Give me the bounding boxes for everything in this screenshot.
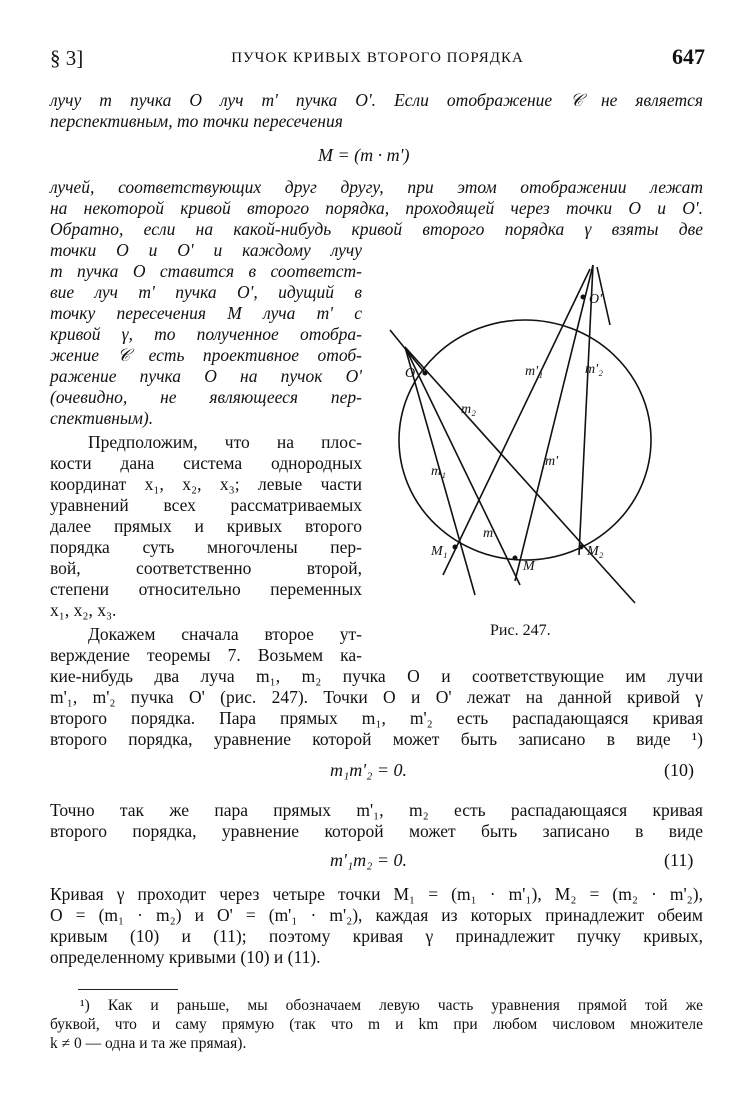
label-M2: M₂ (587, 544, 604, 559)
text-line: координат x₁, x₂, x₃; левые части (50, 474, 362, 494)
chapter-title: ПУЧОК КРИВЫХ ВТОРОГО ПОРЯДКА (231, 50, 524, 66)
text-line: ражение пучка O на пучок O' (50, 366, 362, 386)
figure-caption: Рис. 247. (490, 622, 551, 639)
side-paragraph (50, 240, 362, 429)
second-pair-paragraph (50, 800, 703, 842)
text-line: уравнений всех рассматриваемых (50, 495, 362, 515)
equation-11: m'₁m₂ = 0. (330, 850, 408, 870)
text-line: кривой γ, то полученное отобра- (50, 324, 362, 344)
text-line: второго порядка. Пара прямых m₁, m'₂ есть распадающаяся кривая (50, 708, 703, 728)
running-header (50, 44, 705, 74)
text-line: точку пересечения M луча m' с (50, 303, 362, 323)
text-line: Точно так же пара прямых m'₁, m₂ есть распадающаяся кривая (50, 800, 703, 820)
label-m2: m₂ (461, 402, 476, 417)
text-line: кие-нибудь два луча m₁, m₂ пучка O и соответствующие им лучи (50, 666, 703, 686)
text-line: Докажем сначала второе ут- (88, 624, 362, 644)
text-line: кости дана система однородных (50, 453, 362, 473)
point-M1 (453, 545, 458, 550)
footnote-divider (78, 989, 178, 990)
text-line: жение 𝒞 есть проективное отоб- (50, 345, 362, 365)
text-line: степени относительно переменных (50, 579, 362, 599)
line-m2-prime (579, 265, 593, 555)
equation-M: M = (m · m') (318, 145, 410, 165)
text-line: второго порядка, уравнение которой может быть записано в виде ¹) (50, 729, 703, 749)
text-line: кривым (10) и (11); поэтому кривая γ принадлежит пучку кривых, (50, 926, 703, 946)
label-M: M (523, 559, 535, 574)
text-line: второго порядка, уравнение которой может быть записано в виде (50, 821, 703, 841)
text-line: на некоторой кривой второго порядка, проходящей через точки O и O'. (50, 198, 703, 218)
label-M1: M₁ (431, 544, 448, 559)
point-O-prime (581, 295, 586, 300)
text-line: порядка суть многочлены пер- (50, 537, 362, 557)
text-line: Предположим, что на плос- (88, 432, 362, 452)
text-line: (очевидно, не являющееся пер- (50, 387, 362, 407)
footnote (50, 996, 703, 1053)
text-line: буквой, что и саму прямую (так что m и km при любом числовом множителе (50, 1016, 703, 1033)
label-m1-prime: m'₁ (525, 364, 543, 379)
text-line: точки O и O' и каждому лучу (50, 240, 362, 260)
line-m-prime (515, 265, 593, 581)
converse-paragraph (50, 177, 703, 240)
text-line: определенному кривыми (10) и (11). (50, 947, 321, 967)
section-number: § 3] (50, 46, 84, 70)
text-line: перспективным, то точки пересечения (50, 111, 343, 131)
label-m-prime: m' (545, 454, 559, 469)
conic-gamma (399, 320, 651, 560)
text-line: вой, соответственно второй, (50, 558, 362, 578)
text-line: Кривая γ проходит через четыре точки M₁ = (m₁ · m'₁), M₂ = (m₂ · m'₂), (50, 884, 703, 904)
point-M2 (579, 545, 584, 550)
text-line: O = (m₁ · m₂) и O' = (m'₁ · m'₂), каждая из которых принадлежит обеим (50, 905, 703, 925)
conclusion-paragraph (50, 884, 703, 968)
proof-paragraph (50, 624, 703, 750)
label-O: O (405, 366, 416, 381)
text-line: m пучка O ставится в соответст- (50, 261, 362, 281)
text-line: спективным). (50, 408, 154, 428)
text-line: k ≠ 0 — одна и та же прямая). (50, 1035, 247, 1052)
text-line: верждение теоремы 7. Возьмем ка- (50, 645, 362, 665)
text-line: ¹) Как и раньше, мы обозначаем левую часть уравнения прямой той же (80, 997, 703, 1014)
text-line: лучу m пучка O луч m' пучка O'. Если отображение 𝒞 не является (50, 90, 703, 110)
equation-11-number: (11) (664, 850, 694, 870)
label-m1: m₁ (431, 464, 446, 479)
equation-10-number: (10) (664, 760, 694, 780)
label-m: m (483, 526, 494, 541)
assumption-paragraph (50, 432, 362, 621)
equation-10: m₁m'₂ = 0. (330, 760, 408, 780)
text-line: далее прямых и кривых второго (50, 516, 362, 536)
figure-247 (375, 255, 675, 620)
intro-paragraph (50, 90, 703, 132)
point-M (513, 556, 518, 561)
text-line: x₁, x₂, x₃. (50, 600, 117, 620)
label-m2-prime: m'₂ (585, 362, 603, 377)
label-O-prime: O' (589, 292, 603, 307)
text-line: Обратно, если на какой-нибудь кривой второго порядка γ взяты две (50, 219, 703, 239)
point-O (423, 371, 428, 376)
text-line: m'₁, m'₂ пучка O' (рис. 247). Точки O и O' лежат на данной кривой γ (50, 687, 703, 707)
text-line: вие луч m' пучка O', идущий в (50, 282, 362, 302)
page-number: 647 (672, 44, 705, 69)
text-line: лучей, соответствующих друг другу, при этом отображении лежат (50, 177, 703, 197)
